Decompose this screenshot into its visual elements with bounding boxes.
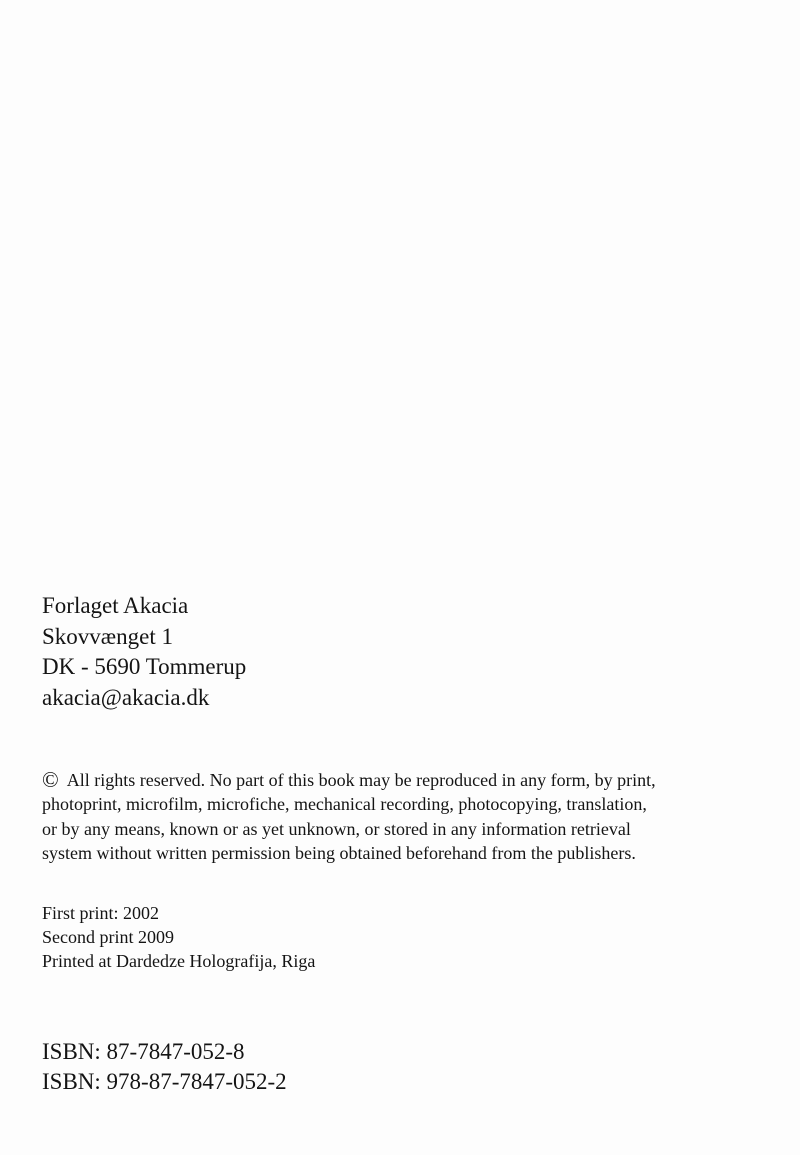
publisher-email: akacia@akacia.dk <box>42 684 210 710</box>
second-print: Second print 2009 <box>42 927 174 947</box>
copyright-notice <box>42 768 762 865</box>
publisher-name: Forlaget Akacia <box>42 593 189 618</box>
first-print: First print: 2002 <box>42 903 160 923</box>
copyright-icon: © <box>42 767 59 792</box>
publisher-address <box>42 591 246 713</box>
copyright-text-1: All rights reserved. No part of this book may be reproduced in any form, by print, <box>66 770 656 790</box>
isbn-block <box>42 1037 287 1097</box>
copyright-line-3: or by any means, known or as yet unknown, or stored in any information retrieval <box>42 818 631 839</box>
publisher-city: DK - 5690 Tommerup <box>42 654 247 679</box>
copyright-line-2: photoprint, microfilm, microfiche, mechanical recording, photocopying, translation, <box>42 794 647 815</box>
printing-history <box>42 901 315 973</box>
copyright-line-4: system without written permission being obtained beforehand from the publishers. <box>42 842 636 863</box>
publisher-street: Skovvænget 1 <box>42 623 173 649</box>
isbn-13: ISBN: 978-87-7847-052-2 <box>42 1069 287 1094</box>
copyright-line-1 <box>42 768 762 792</box>
printer-info: Printed at Dardedze Holografija, Riga <box>42 951 316 971</box>
isbn-10: ISBN: 87-7847-052-8 <box>42 1039 245 1064</box>
